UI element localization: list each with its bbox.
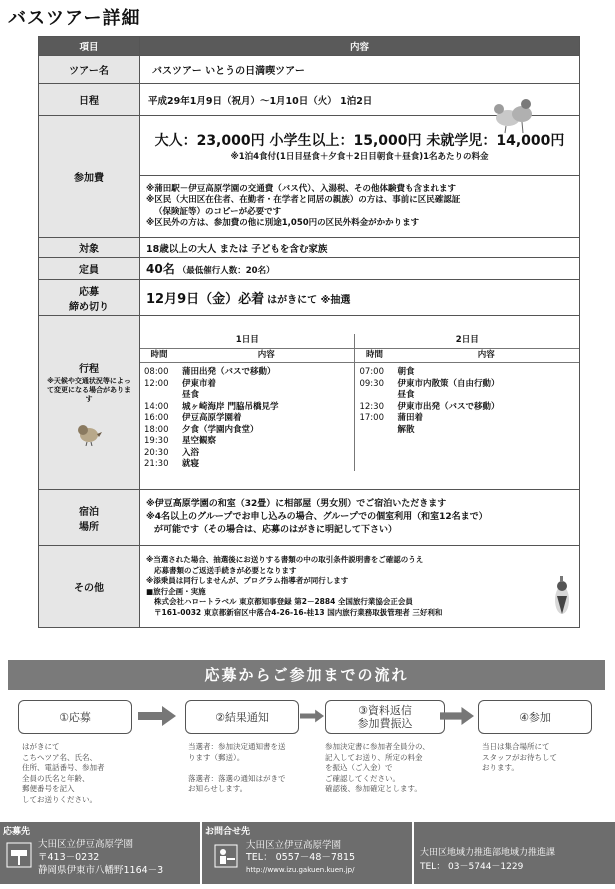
fee-note: ※区民（大田区在住者、在勤者・在学者と同居の親族）の方は、事前に区民確認証 — [146, 195, 461, 206]
flow-desc-result: 当選者：参加決定通知書を送 ります（郵送）。 落選者：落選の通知はがきで お知らせします。 — [188, 742, 286, 793]
flow-step-join: ④参加 — [478, 700, 592, 734]
footer-inquiry-title: お問合せ先 — [205, 827, 251, 837]
time — [144, 390, 174, 402]
capacity-main: 40名 — [146, 262, 175, 276]
deadline-cell — [140, 280, 580, 316]
time: 07:00 — [359, 367, 384, 378]
deadline-main: 12月9日（金）必着 — [146, 292, 265, 307]
time: 19:30 — [144, 436, 169, 447]
footer-apply — [0, 822, 200, 884]
itinerary-note: ※天候や交通状況等によって変更になる場合があります — [47, 376, 131, 403]
time — [359, 390, 389, 402]
footer-dept-name: 大田区地域力推進部地域力推進課 — [420, 848, 556, 858]
day2-header: 2日目 — [355, 334, 579, 348]
other-cell — [140, 546, 580, 628]
footer-apply-title: 応募先 — [3, 827, 31, 837]
activity: 昼食 — [182, 390, 200, 401]
footer-apply-address: 静岡県伊東市八幡野1164－3 — [38, 865, 164, 876]
activity: 就寝 — [182, 459, 200, 470]
time: 21:30 — [144, 459, 169, 470]
flow-step-result: ②結果通知 — [185, 700, 299, 734]
lodging-line: ※伊豆高原学園の和室（32畳）に相部屋（男女別）でご宿泊いただきます — [146, 499, 447, 509]
footer-inquiry-name: 大田区立伊豆高原学園 — [246, 840, 342, 851]
lodging-label — [39, 490, 140, 546]
header-content: 内容 — [140, 37, 580, 56]
tour-name-label: ツアー名 — [39, 56, 140, 84]
footer-inquiry-tel: TEL： 0557－48－7815 — [246, 852, 356, 863]
activity: 蒲田出発（バスで移動） — [182, 367, 276, 378]
time: 14:00 — [144, 401, 169, 412]
day2-times — [355, 363, 394, 471]
activity: 伊東市内散策（自由行動） — [397, 378, 500, 389]
lodging-label-2: 場所 — [79, 521, 99, 533]
fee-note: ※蒲田駅－伊豆高原学園の交通費（バス代）、入湯税、その他体験費も含まれます — [146, 183, 457, 194]
time: 12:30 — [359, 401, 384, 412]
activity: 伊豆高原学園着 — [182, 413, 242, 424]
other-label: その他 — [39, 546, 140, 628]
time: 16:00 — [144, 413, 169, 424]
capacity-label: 定員 — [39, 258, 140, 280]
time: 08:00 — [144, 367, 169, 378]
itinerary-cell — [140, 316, 580, 490]
flow-step-apply: ①応募 — [18, 700, 132, 734]
flow-desc-payment: 参加決定書に参加者全員分の、 記入してお送り、所定の料金 を振込（ご入金）で ご確認してください。 確認後、参加確定とします。 — [325, 742, 430, 793]
page-title: バスツアー詳細 — [8, 8, 141, 29]
lodging-line: が可能です（その場合は、応募のはがきに明記して下さい） — [154, 525, 398, 535]
flow-desc-apply: はがきにて こちへツア名、氏名、 住所、電話番号、参加者 全員の氏名と年齢、 郵便番号を記入 してお送りください。 — [22, 742, 105, 804]
day1-contents — [178, 363, 355, 471]
day2-time-header: 時間 — [355, 348, 394, 363]
lodging-line: ※4名以上のグループでお申し込みの場合、グループでの個室利用（和室12名まで） — [146, 512, 488, 522]
pheasant-illustration-icon — [488, 90, 536, 134]
schedule-value: 平成29年1月9日（祝月）～1月10日（火） 1泊2日 — [140, 84, 580, 116]
activity: 解散 — [397, 424, 415, 435]
footer-inquiry — [202, 822, 412, 884]
footer-inquiry-url[interactable]: http://www.izu.gakuen.kuen.jp/ — [246, 866, 355, 874]
day2-content-header: 内容 — [393, 348, 579, 363]
target-value: 18歳以上の大人 または 子どもを含む家族 — [140, 238, 580, 258]
fee-sub: ※1泊4食付(1日目昼食＋夕食＋2日目朝食＋昼食)1名あたりの料金 — [230, 151, 489, 162]
other-line: 応募書類のご返送手続きが必要となります — [154, 565, 297, 575]
flow-desc-join: 当日は集合場所にて スタッフがお待ちして おります。 — [482, 742, 557, 772]
activity: 夕食（学園内食堂） — [182, 424, 259, 435]
flow-title: 応募からご参加までの流れ — [8, 660, 605, 690]
flow-arrow-icon — [300, 706, 324, 726]
capacity-cell — [140, 258, 580, 280]
time: 18:00 — [144, 424, 169, 435]
activity: 伊東市出発（バスで移動） — [397, 401, 500, 412]
footer-apply-body — [38, 838, 163, 877]
footer-apply-name: 大田区立伊豆高原学園 — [38, 839, 134, 850]
footer-inquiry-body — [246, 840, 355, 876]
footer-dept-body — [420, 846, 555, 874]
flow-arrow-icon — [138, 706, 176, 726]
mailbox-icon — [6, 842, 32, 868]
day1-content-header: 内容 — [178, 348, 355, 363]
activity: 星空観察 — [182, 436, 217, 447]
activity: 昼食 — [397, 390, 415, 401]
day1-times — [140, 363, 178, 471]
flow-step-payment: ③資料返信 参加費振込 — [325, 700, 445, 734]
fee-label: 参加費 — [39, 116, 140, 238]
lodging-cell — [140, 490, 580, 546]
day2-contents — [393, 363, 579, 471]
deadline-label — [39, 280, 140, 316]
lodging-label-1: 宿泊 — [79, 506, 99, 518]
woodpecker-illustration-icon — [548, 574, 576, 622]
activity: 城ヶ崎海岸 門脇吊橋見学 — [182, 401, 279, 412]
activity: 蒲田着 — [397, 413, 423, 424]
other-line: ※当選された場合、抽選後にお送りする書類の中の取引条件説明書をご確認のうえ — [146, 555, 424, 564]
day1-header: 1日目 — [140, 334, 355, 348]
other-line: 株式会社ハロートラベル 東京都知事登録 第2－2884 全国旅行業協会正会員 — [154, 597, 413, 606]
itinerary-label: 行程 — [79, 363, 99, 375]
other-line: ■旅行企画・実施 — [146, 586, 206, 596]
time: 20:30 — [144, 447, 169, 458]
capacity-sub: （最低催行人数：20名） — [177, 266, 275, 276]
other-line: ※添乗員は同行しませんが、プログラム指導者が同行します — [146, 576, 349, 585]
fee-main: 大人：23,000円 小学生以上：15,000円 未就学児：14,000円 — [154, 132, 565, 149]
sparrow-illustration-icon — [75, 420, 103, 446]
time: 12:00 — [144, 378, 169, 389]
other-line: 〒161-0032 東京都新宿区中落合4-26-16-桂13 国内旅行業務取扱管理者 三好利和 — [154, 607, 443, 617]
activity: 伊東市着 — [182, 378, 217, 389]
person-desk-icon — [214, 844, 238, 868]
deadline-label-1: 応募 — [79, 286, 99, 298]
fee-notes — [140, 176, 580, 238]
target-label: 対象 — [39, 238, 140, 258]
footer-dept — [414, 822, 615, 884]
flow-arrow-icon — [440, 706, 474, 726]
deadline-label-2: 締め切り — [69, 301, 109, 313]
fee-note: （保険証等）のコピーが必要です — [154, 206, 282, 217]
tour-name-value: バスツアー いとうの日満喫ツアー — [140, 56, 580, 84]
schedule-label: 日程 — [39, 84, 140, 116]
day1-time-header: 時間 — [140, 348, 178, 363]
itinerary-table — [140, 334, 579, 471]
deadline-sub: はがきにて ※抽選 — [267, 295, 351, 306]
footer-apply-zip: 〒413－0232 — [38, 852, 100, 863]
activity: 入浴 — [182, 447, 200, 458]
itinerary-label-cell — [39, 316, 140, 490]
footer-dept-tel: TEL： 03－5744－1229 — [420, 862, 524, 872]
fee-note: ※区民外の方は、参加費の他に別途1,050円の区民外料金がかかります — [146, 217, 420, 228]
time: 09:30 — [359, 378, 384, 389]
time: 17:00 — [359, 413, 384, 424]
header-item: 項目 — [39, 37, 140, 56]
activity: 朝食 — [397, 367, 415, 378]
